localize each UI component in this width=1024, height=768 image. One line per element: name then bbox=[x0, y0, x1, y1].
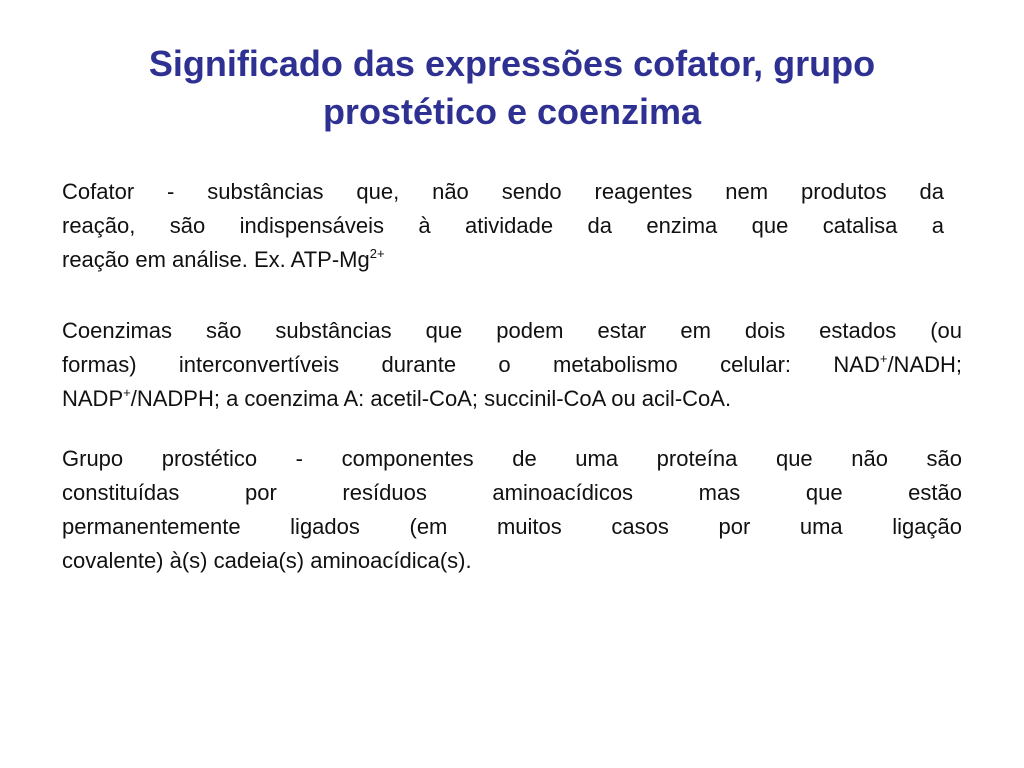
cofator-line-1: Cofator - substâncias que, não sendo reagentes nem produtos da bbox=[62, 179, 944, 204]
coenzimas-line-2 bbox=[62, 348, 962, 382]
cofator-line-3-text: reação em análise. Ex. ATP-Mg bbox=[62, 247, 370, 272]
charge-superscript: + bbox=[879, 351, 888, 366]
slide-title bbox=[80, 40, 944, 136]
coenzimas-line-3-text-b: /NADPH; a coenzima A: acetil-CoA; succinil-CoA ou acil-CoA. bbox=[130, 386, 732, 411]
charge-superscript: 2+ bbox=[369, 246, 385, 261]
charge-superscript: + bbox=[123, 385, 131, 400]
cofator-paragraph bbox=[62, 175, 944, 277]
grupo-prostetico-line-4: covalente) à(s) cadeia(s) aminoacídica(s). bbox=[62, 548, 472, 573]
coenzimas-line-2-text-b: /NADH; bbox=[887, 352, 962, 377]
title-line-1: Significado das expressões cofator, grupo bbox=[148, 43, 876, 84]
grupo-prostetico-line-2: constituídas por resíduos aminoacídicos mas que estão bbox=[62, 480, 962, 505]
title-line-2: prostético e coenzima bbox=[322, 91, 702, 132]
cofator-line-2: reação, são indispensáveis à atividade da enzima que catalisa a bbox=[62, 213, 944, 238]
coenzimas-paragraph bbox=[62, 314, 962, 416]
grupo-prostetico-line-1: Grupo prostético - componentes de uma proteína que não são bbox=[62, 446, 962, 471]
grupo-prostetico-paragraph bbox=[62, 442, 962, 578]
grupo-prostetico-line-3: permanentemente ligados (em muitos casos por uma ligação bbox=[62, 514, 962, 539]
cofator-line-3 bbox=[62, 243, 944, 277]
coenzimas-line-3 bbox=[62, 382, 962, 416]
coenzimas-line-1: Coenzimas são substâncias que podem estar em dois estados (ou bbox=[62, 318, 962, 343]
coenzimas-line-2-text-a: formas) interconvertíveis durante o metabolismo celular: NAD bbox=[62, 352, 880, 377]
coenzimas-line-3-text-a: NADP bbox=[62, 386, 124, 411]
